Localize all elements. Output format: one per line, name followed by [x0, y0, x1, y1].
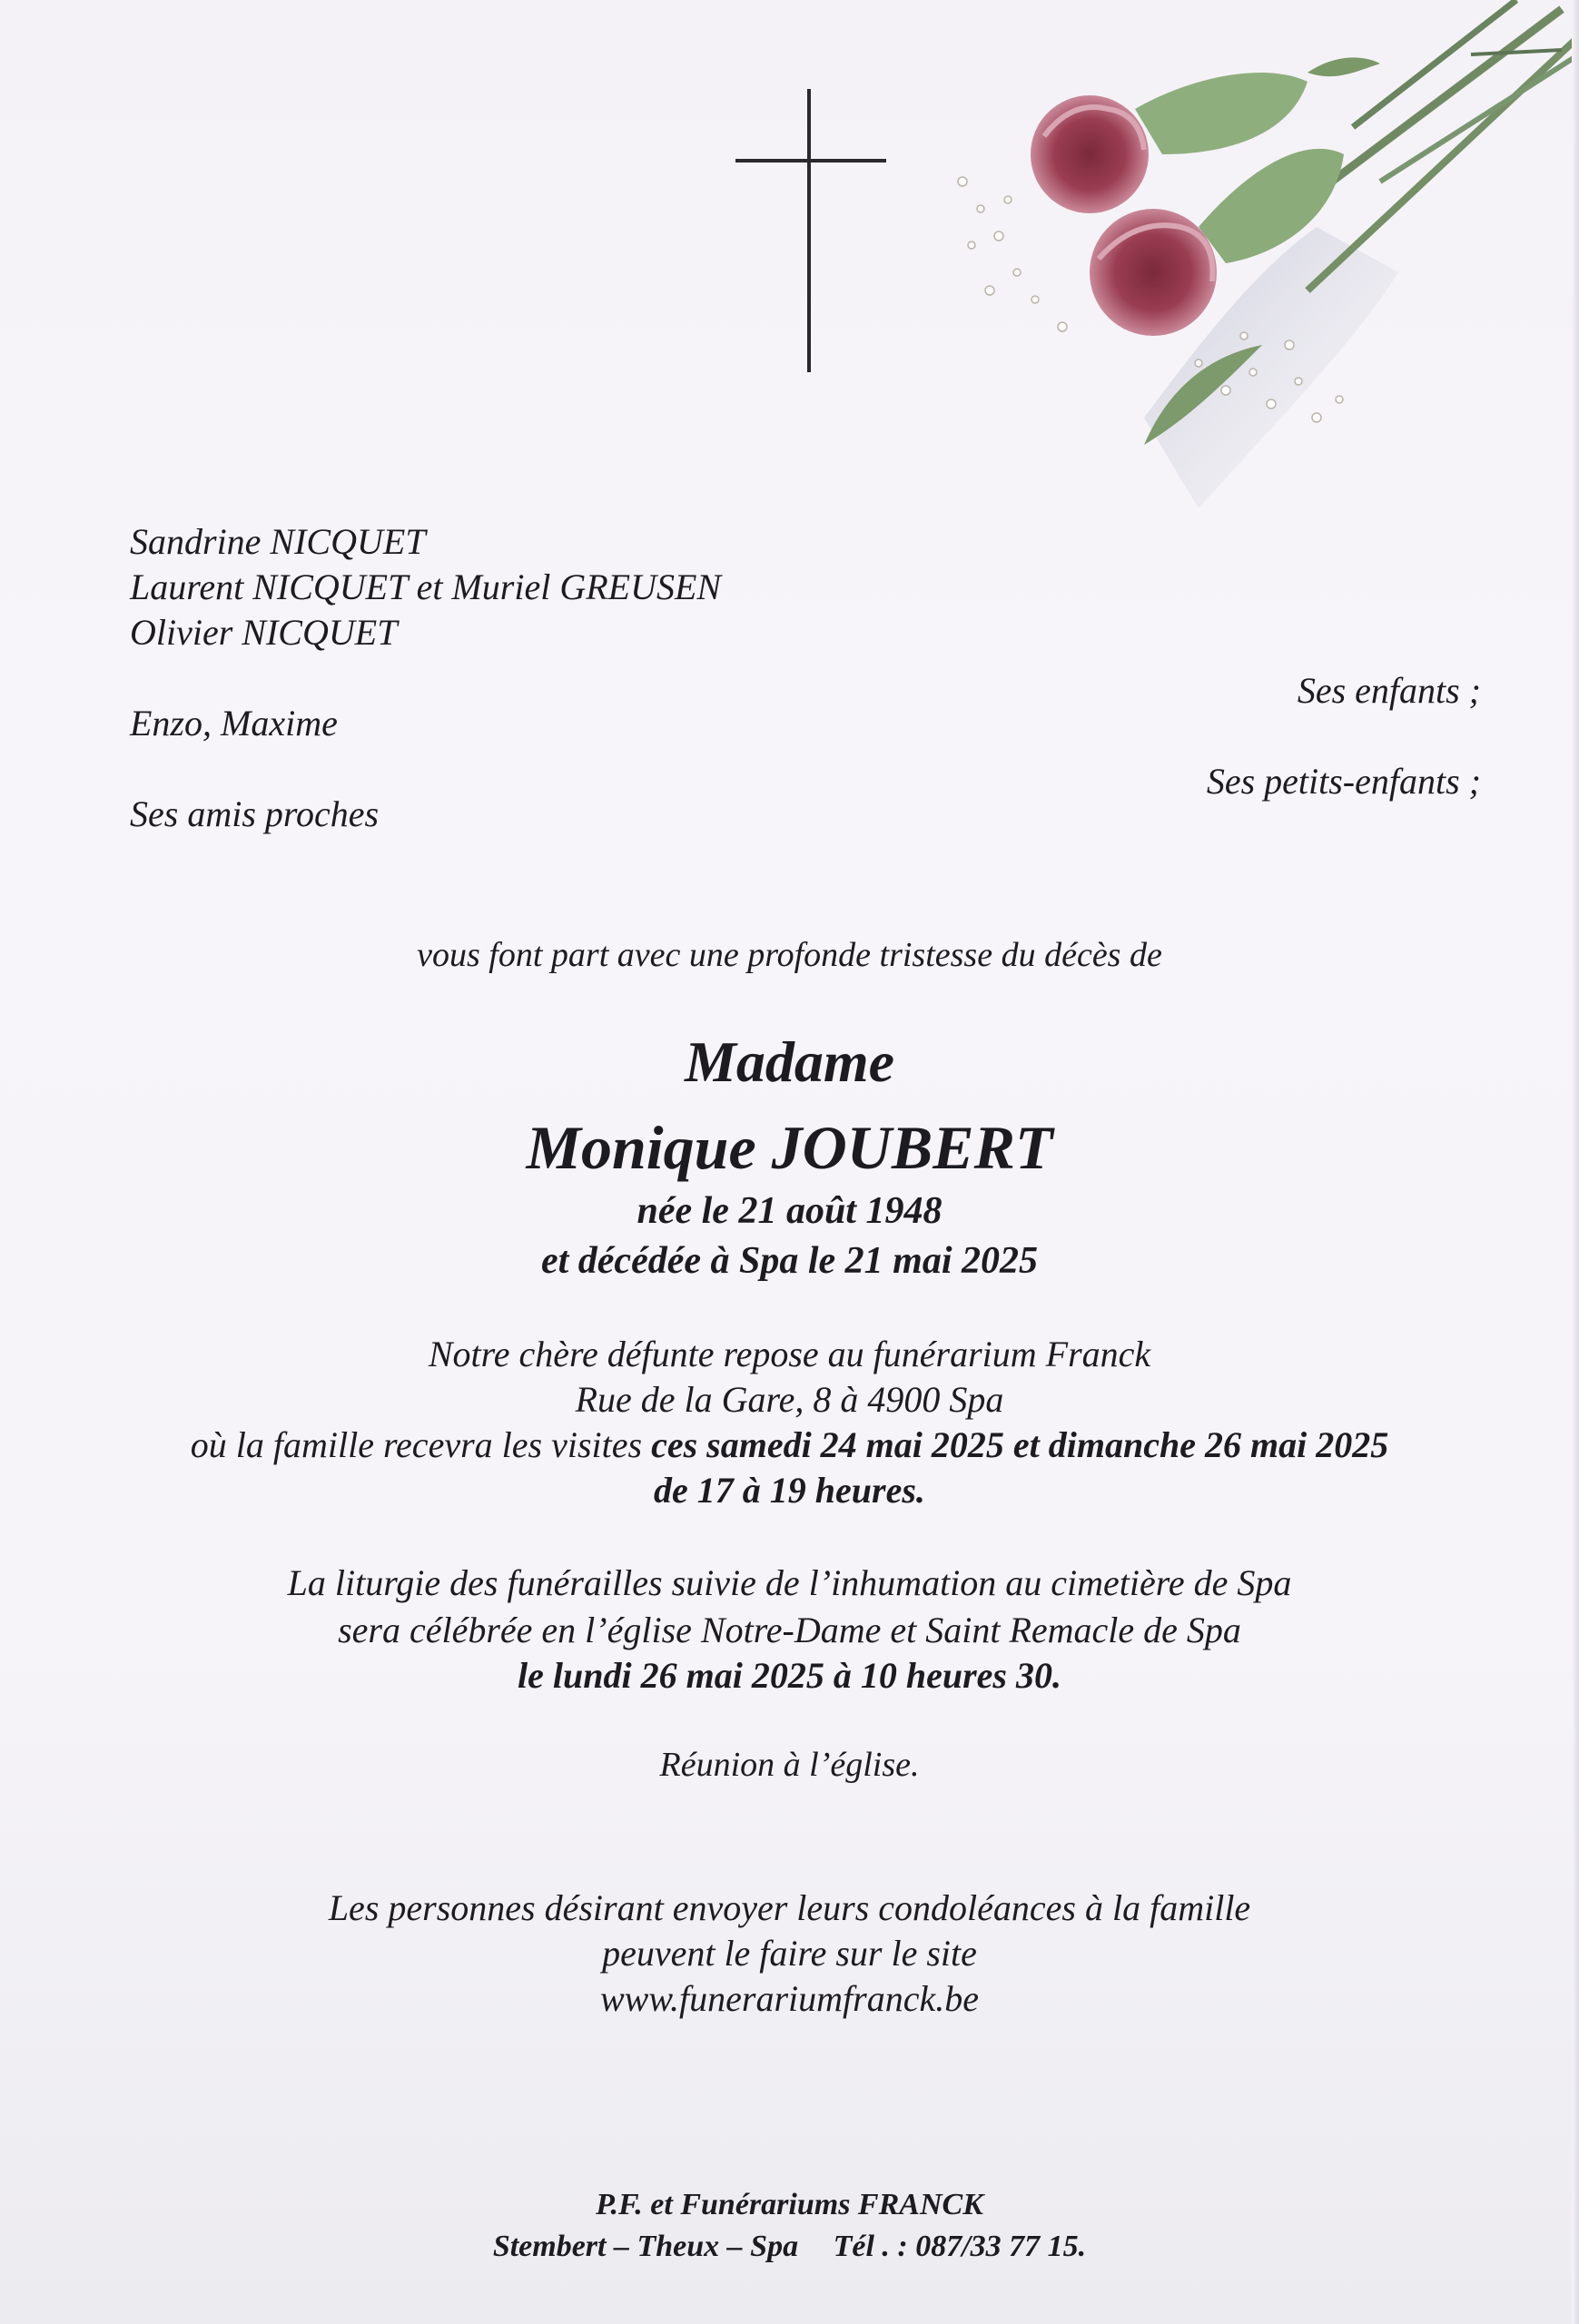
ceremony-line-1: La liturgie des funérailles suivie de l’inhumation au cimetière de Spa — [287, 1562, 1292, 1603]
paper-edge — [1572, 0, 1579, 2324]
cross-icon — [807, 89, 811, 372]
carnation-flowers-image — [926, 0, 1579, 508]
ceremony-line-2: sera célébrée en l’église Notre-Dame et Saint Remacle de Spa — [338, 1610, 1241, 1650]
grandchildren-label: Ses petits-enfants ; — [1206, 761, 1481, 802]
funeral-home-contact — [0, 2230, 1579, 2264]
funeral-home-locations: Stembert – Theux – Spa — [492, 2230, 799, 2263]
deceased-title: Madame — [684, 1029, 895, 1094]
visitation-line-3 — [0, 1423, 1579, 1466]
visitation-address: Rue de la Gare, 8 à 4900 Spa — [575, 1379, 1004, 1420]
deceased-name: Monique JOUBERT — [526, 1113, 1053, 1182]
visitation-text: où la famille recevra les visites — [190, 1424, 652, 1465]
funeral-home-phone: Tél . : 087/33 77 15. — [833, 2230, 1087, 2263]
child-name-3: Olivier NICQUET — [130, 612, 398, 653]
ceremony-date: le lundi 26 mai 2025 à 10 heures 30. — [518, 1655, 1061, 1696]
children-label: Ses enfants ; — [1297, 670, 1481, 711]
cross-icon-bar — [735, 159, 886, 162]
condolences-website-link[interactable]: www.funerariumfranck.be — [599, 1978, 979, 2019]
child-name-1: Sandrine NICQUET — [130, 521, 426, 562]
funeral-home-name: P.F. et Funérariums FRANCK — [596, 2188, 983, 2221]
condolences-line-2: peuvent le faire sur le site — [602, 1933, 977, 1974]
birth-date: née le 21 août 1948 — [637, 1190, 942, 1232]
meeting-place: Réunion à l’église. — [659, 1746, 920, 1784]
grandchildren-names: Enzo, Maxime — [130, 703, 338, 743]
friends-label: Ses amis proches — [130, 793, 380, 834]
visitation-hours: de 17 à 19 heures. — [654, 1470, 925, 1511]
child-name-2: Laurent NICQUET et Muriel GREUSEN — [130, 566, 722, 607]
visitation-line-1: Notre chère défunte repose au funérarium Franck — [428, 1334, 1151, 1374]
announcement-intro: vous font part avec une profonde tristesse du décès de — [417, 936, 1162, 974]
condolences-line-1: Les personnes désirant envoyer leurs condoléances à la famille — [328, 1887, 1251, 1928]
visitation-dates: ces samedi 24 mai 2025 et dimanche 26 mai 2025 — [651, 1424, 1389, 1465]
death-date: et décédée à Spa le 21 mai 2025 — [540, 1240, 1039, 1282]
